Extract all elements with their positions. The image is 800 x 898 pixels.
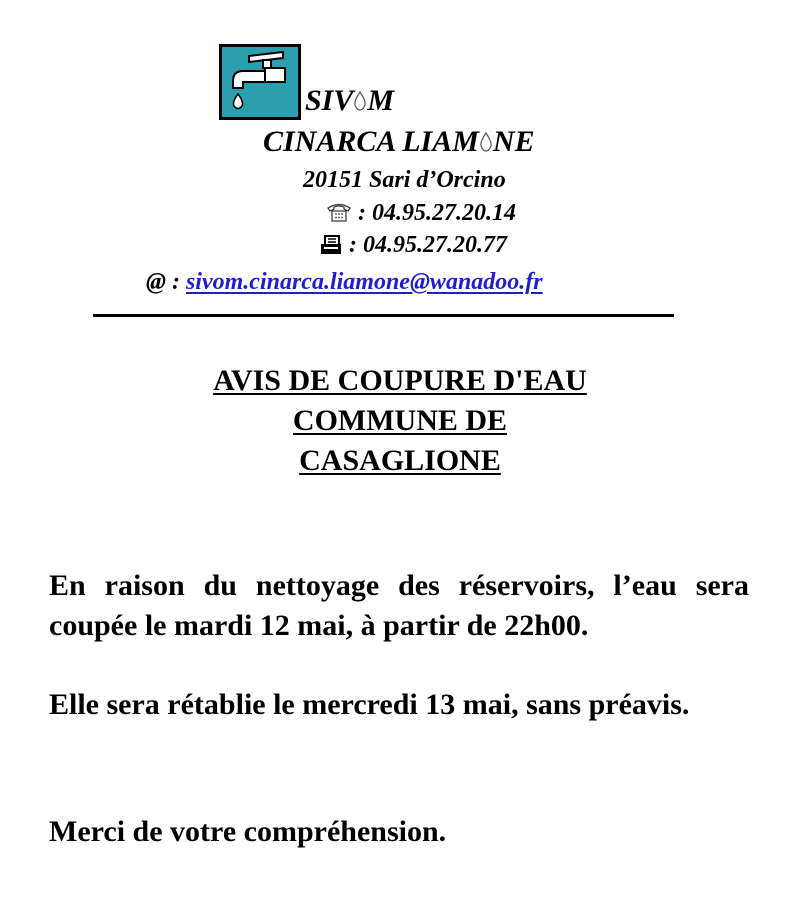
water-tap-logo-icon (219, 44, 301, 120)
email-link[interactable]: sivom.cinarca.liamone@wanadoo.fr (185, 269, 543, 295)
organization-subtitle (263, 127, 535, 157)
telephone-icon (326, 201, 352, 228)
phone-number: : 04.95.27.20.14 (352, 200, 516, 226)
fax-icon (319, 235, 343, 260)
org-name-part2: M (367, 84, 395, 117)
phone-line (326, 201, 516, 228)
email-line (146, 270, 543, 294)
organization-name (305, 86, 394, 116)
notice-title-line-1: AVIS DE COUPURE D'EAU (213, 364, 587, 397)
email-prefix: @ : (146, 269, 186, 295)
org-sub-part1: CINARCA LIAM (263, 125, 479, 158)
water-drop-icon (353, 87, 367, 107)
notice-title-line-3: CASAGLIONE (299, 444, 501, 477)
notice-paragraph-2: Elle sera rétablie le mercredi 13 mai, sans préavis. (49, 688, 690, 721)
address: 20151 Sari d’Orcino (303, 167, 506, 193)
org-sub-part2: NE (492, 125, 535, 158)
fax-number: : 04.95.27.20.77 (343, 232, 507, 258)
notice-paragraph-1: En raison du nettoyage des réservoirs, l’eau sera coupée le mardi 12 mai, à partir de 22h00. (49, 569, 749, 642)
org-name-part1: SIV (305, 84, 354, 117)
notice-paragraph-3: Merci de votre compréhension. (49, 815, 447, 848)
notice-title-line-2: COMMUNE DE (292, 404, 508, 437)
header-divider (93, 314, 674, 317)
fax-line (319, 233, 507, 260)
water-drop-icon (479, 128, 493, 148)
